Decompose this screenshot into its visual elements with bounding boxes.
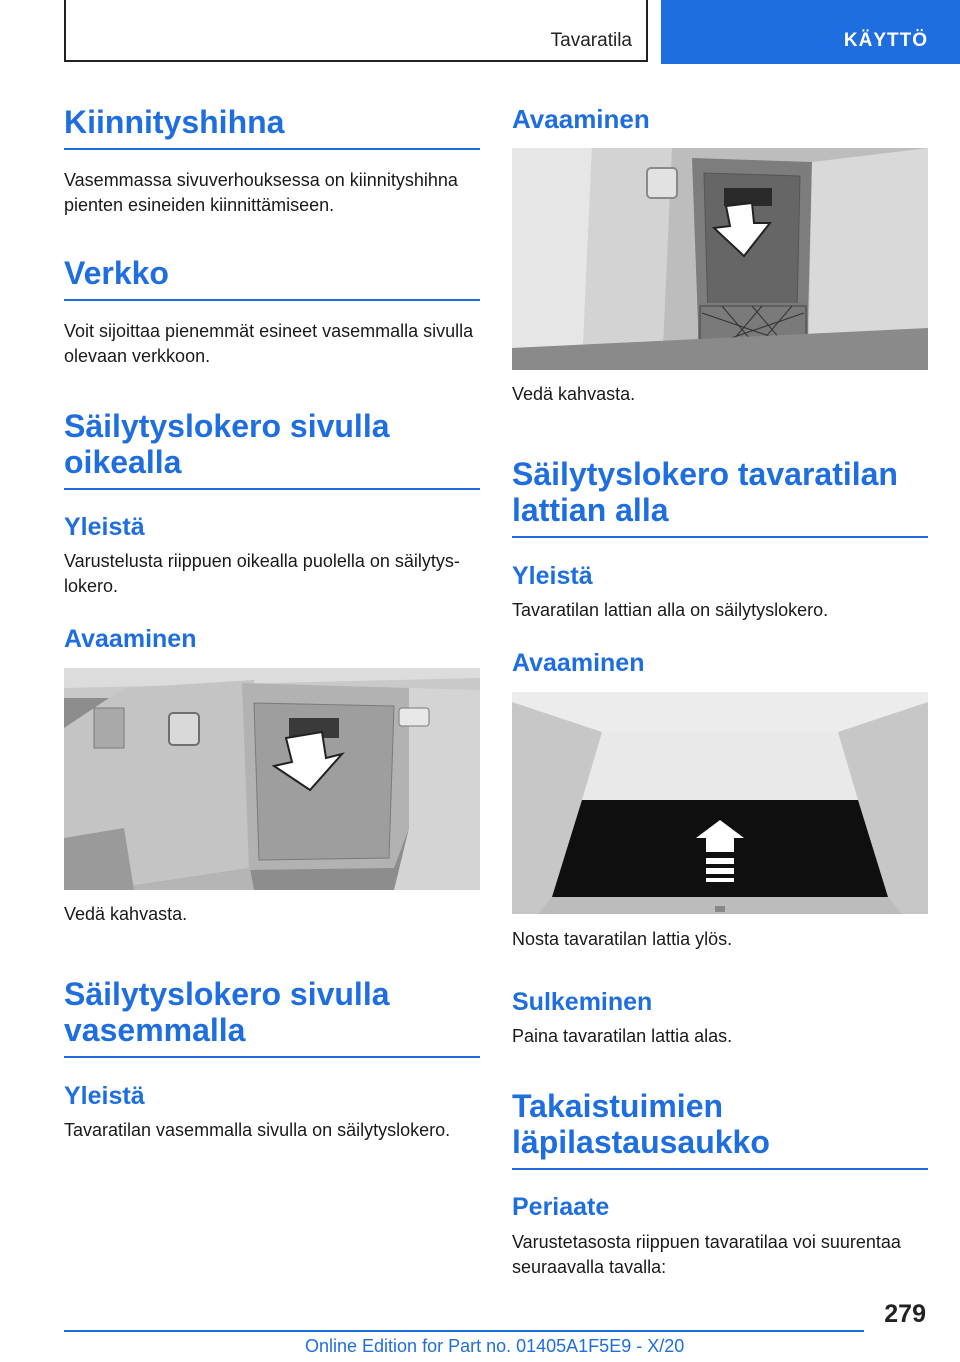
- heading-right-storage-general: Yleistä: [64, 513, 145, 541]
- left-storage-photo: [512, 148, 928, 370]
- heading-kiinnityshihna: Kiinnityshihna: [64, 104, 480, 150]
- heading-passthrough: Takaistuimien läpilastausaukko: [512, 1088, 928, 1170]
- text-left-storage-general: Tavaratilan vasemmalla sivulla on säilytyslokero.: [64, 1120, 451, 1140]
- text-floor-storage-closing: Paina tavaratilan lattia alas.: [512, 1026, 733, 1046]
- text-floor-storage-general: Tavaratilan lattian alla on säilytyslokero.: [512, 600, 829, 620]
- text-kiinnityshihna: Vasemmassa sivuverhouksessa on kiinnityshihna pienten esineiden kiinnittämiseen.: [64, 170, 458, 215]
- header-chapter-tab: [661, 0, 960, 64]
- caption-floor-storage: Nosta tavaratilan lattia ylös.: [512, 929, 733, 949]
- heading-left-storage-general: Yleistä: [64, 1082, 145, 1110]
- heading-floor-storage: Säilytyslokero tavaratilan lattian alla: [512, 456, 928, 538]
- heading-floor-storage-closing: Sulkeminen: [512, 988, 653, 1016]
- page-number: 279: [884, 1300, 926, 1328]
- floor-storage-photo: [512, 692, 928, 914]
- text-right-storage-general: Varustelusta riippuen oikealla puolella on säilytyslokero.: [64, 551, 460, 596]
- header-chapter-title: KÄYTTÖ: [843, 30, 928, 51]
- heading-floor-storage-opening: Avaaminen: [512, 649, 645, 677]
- text-passthrough-principle: Varustetasosta riippuen tavaratilaa voi suurentaa seuraavalla tavalla:: [512, 1232, 901, 1277]
- caption-right-storage: Vedä kahvasta.: [64, 904, 188, 924]
- footer-edition: Online Edition for Part no. 01405A1F5E9 - X/20: [305, 1336, 685, 1356]
- caption-left-storage: Vedä kahvasta.: [512, 384, 636, 404]
- heading-passthrough-principle: Periaate: [512, 1193, 610, 1221]
- heading-left-storage-opening: Avaaminen: [512, 104, 650, 134]
- heading-left-storage: Säilytyslokero sivulla vasemmalla: [64, 976, 480, 1058]
- heading-floor-storage-general: Yleistä: [512, 562, 593, 590]
- header-section-title: Tavaratila: [550, 30, 632, 51]
- heading-right-storage: Säilytyslokero sivulla oikealla: [64, 408, 480, 490]
- right-storage-photo: [64, 668, 480, 890]
- header-section-box: [64, 0, 648, 62]
- heading-right-storage-opening: Avaaminen: [64, 625, 197, 653]
- footer-divider: [64, 1330, 864, 1332]
- text-verkko: Voit sijoittaa pienemmät esineet vasemmalla sivulla olevaan verkkoon.: [64, 321, 474, 366]
- heading-verkko: Verkko: [64, 255, 480, 301]
